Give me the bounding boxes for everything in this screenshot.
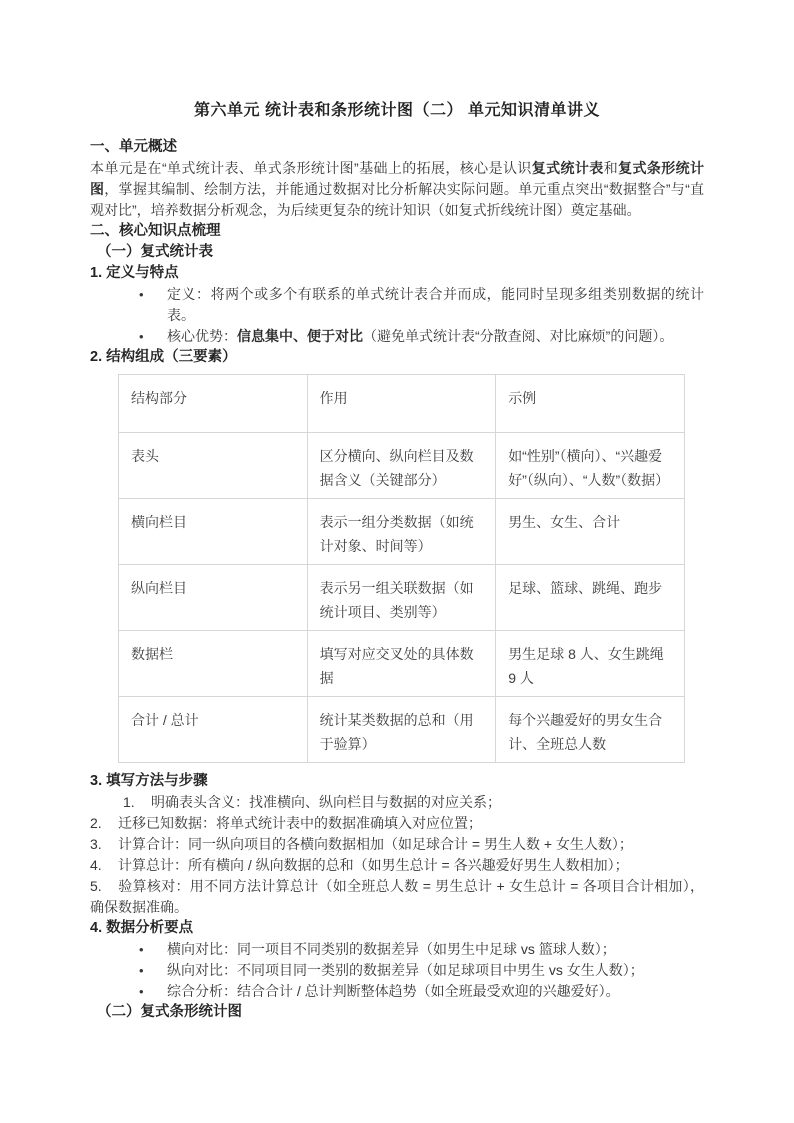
heading-part1-compound-table: （一）复式统计表: [97, 244, 213, 260]
numbered-item: [90, 834, 704, 855]
analysis-bullet-list: [90, 939, 704, 1002]
step-text: 计算合计：同一纵向项目的各横向数据相加（如足球合计 = 男生人数 + 女生人数）；: [118, 836, 633, 852]
numbered-item: [90, 876, 704, 918]
table-cell: 统计某类数据的总和（用于验算）: [307, 697, 496, 763]
bullet-item-core-advantage: • 核心优势：信息集中、便于对比（避免单式统计表“分散查阅、对比麻烦”的问题）。: [167, 326, 704, 347]
table-row-vertical-columns: [119, 565, 685, 631]
step-text: 验算核对：用不同方法计算总计（如全班总人数 = 男生总计 + 女生总计 = 各项目合计相加），确保数据准确。: [90, 878, 704, 915]
table-row-data-column: [119, 631, 685, 697]
table-cell: 区分横向、纵向栏目及数据含义（关键部分）: [307, 433, 496, 499]
table-cell: 表头: [119, 433, 308, 499]
table-cell: 表示另一组关联数据（如统计项目、类别等）: [307, 565, 496, 631]
step-number: 2.: [90, 815, 102, 831]
bullet-item-vertical-compare: • 纵向对比：不同项目同一类别的数据差异（如足球项目中男生 vs 女生人数）；: [167, 960, 704, 981]
table-cell: 男生足球 8 人、女生跳绳 9 人: [496, 631, 685, 697]
step-text: 计算总计：所有横向 / 纵向数据的总和（如男生总计 = 各兴趣爱好男生人数相加）；: [118, 857, 629, 873]
overview-paragraph: 本单元是在“单式统计表、单式条形统计图”基础上的拓展，核心是认识复式统计表和复式条形统计图，掌握其编制、绘制方法，并能通过数据对比分析解决实际问题。单元重点突出“数据整合”与“直观对比”，培养数据分析观念，为后续更复杂的统计知识（如复式折线统计图）奠定基础。: [90, 160, 705, 218]
definition-bullet-list: [90, 284, 704, 347]
bullet-item-definition: • 定义：将两个或多个有联系的单式统计表合并而成，能同时呈现多组类别数据的统计表。: [167, 284, 704, 326]
structure-table: [118, 374, 685, 763]
step-text: 迁移已知数据：将单式统计表中的数据准确填入对应位置；: [118, 815, 482, 831]
steps-list: [90, 792, 704, 918]
step-number: 3.: [90, 836, 102, 852]
table-cell: 如“性别”（横向）、“兴趣爱好”（纵向）、“人数”（数据）: [496, 433, 685, 499]
table-row-header-part: [119, 433, 685, 499]
table-row-total: [119, 697, 685, 763]
table-cell: 横向栏目: [119, 499, 308, 565]
document-title: 第六单元 统计表和条形统计图（二） 单元知识清单讲义: [194, 102, 600, 119]
heading-core-knowledge: 二、核心知识点梳理: [90, 223, 221, 239]
table-cell: 表示一组分类数据（如统计对象、时间等）: [307, 499, 496, 565]
heading-unit-overview: 一、单元概述: [90, 139, 177, 155]
numbered-item: [90, 855, 704, 876]
table-header-cell-example: 示例: [496, 375, 685, 433]
heading-definition-features: 1. 定义与特点: [90, 265, 179, 281]
table-cell: 数据栏: [119, 631, 308, 697]
bullet-item-horizontal-compare: • 横向对比：同一项目不同类别的数据差异（如男生中足球 vs 篮球人数）；: [167, 939, 704, 960]
heading-data-analysis: 4. 数据分析要点: [90, 920, 194, 936]
table-header-cell-function: 作用: [307, 375, 496, 433]
table-cell: 纵向栏目: [119, 565, 308, 631]
heading-part2-compound-bar-chart: （二）复式条形统计图: [97, 1004, 242, 1020]
table-cell: 合计 / 总计: [119, 697, 308, 763]
table-cell: 男生、女生、合计: [496, 499, 685, 565]
heading-structure-composition: 2. 结构组成（三要素）: [90, 349, 237, 365]
step-number: 4.: [90, 857, 102, 873]
table-cell: 足球、篮球、跳绳、跑步: [496, 565, 685, 631]
step-number: 5.: [90, 878, 102, 894]
step-text: 明确表头含义：找准横向、纵向栏目与数据的对应关系；: [151, 794, 501, 810]
table-header-row: [119, 375, 685, 433]
numbered-item: [90, 813, 704, 834]
numbered-item: [123, 792, 704, 813]
table-cell: 填写对应交叉处的具体数据: [307, 631, 496, 697]
bullet-item-overall-analysis: • 综合分析：结合合计 / 总计判断整体趋势（如全班最受欢迎的兴趣爱好）。: [167, 981, 704, 1002]
table-cell: 每个兴趣爱好的男女生合计、全班总人数: [496, 697, 685, 763]
heading-filling-steps: 3. 填写方法与步骤: [90, 773, 208, 789]
table-row-horizontal-columns: [119, 499, 685, 565]
step-number: 1.: [123, 794, 135, 810]
table-header-cell-part: 结构部分: [119, 375, 308, 433]
